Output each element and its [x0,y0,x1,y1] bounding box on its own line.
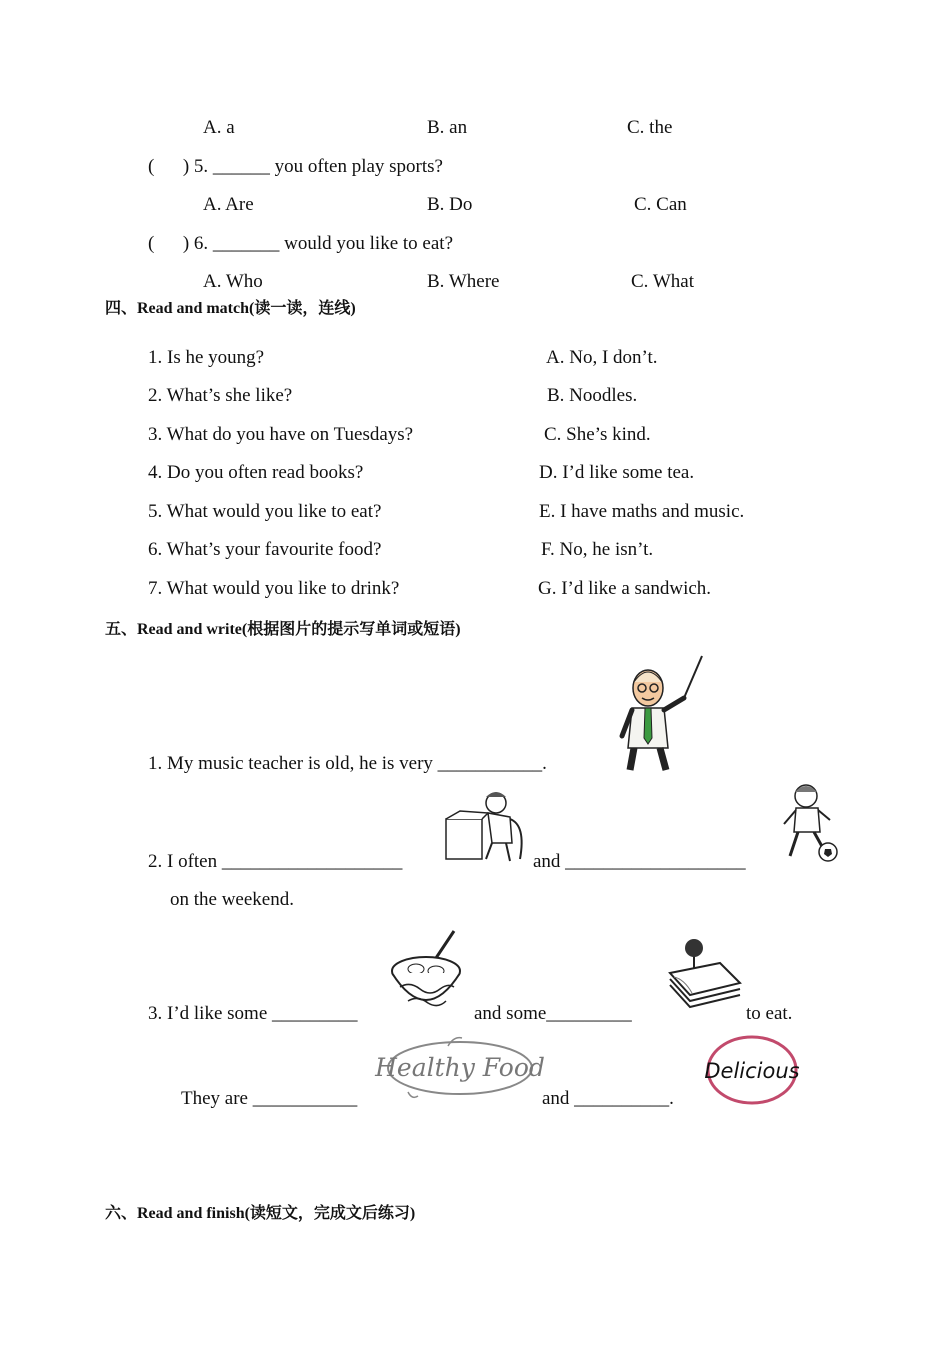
write-line-3a: 3. I’d like some _________ [148,1003,358,1024]
q5-option-b: B. Do [427,194,473,215]
q6-option-b: B. Where [427,271,500,292]
write-line-2a: 2. I often ___________________ [148,851,403,872]
match-right-g: G. I’d like a sandwich. [538,578,712,599]
write-line-1: 1. My music teacher is old, he is very ___________. [148,753,547,774]
section4-heading: 四、Read and match(读一读，连线) [105,300,356,317]
match-left-2: 2. What’s she like? [148,385,293,406]
write-line-3b: and some_________ [474,1003,632,1024]
write-line-2b: and ___________________ [533,851,746,872]
match-left-5: 5. What would you like to eat? [148,501,382,522]
sandwich-icon [664,933,746,1013]
svg-text:Healthy Food: Healthy Food [375,1053,545,1082]
healthy-food-logo [375,1030,545,1104]
match-right-a: A. No, I don’t. [546,347,658,368]
match-right-d: D. I’d like some tea. [539,462,695,483]
football-child-icon [780,780,842,866]
write-line-2c: on the weekend. [170,889,294,910]
match-right-f: F. No, he isn’t. [541,539,654,560]
write-line-4a: They are ___________ [181,1088,358,1109]
noodle-bowl-icon [386,927,470,1019]
teacher-icon [618,652,708,774]
reading-child-icon [440,783,528,865]
match-left-7: 7. What would you like to drink? [148,578,400,599]
q4-option-c: C. the [627,117,673,138]
q6-question: ( ) 6. _______ would you like to eat? [148,233,454,254]
svg-text:Delicious: Delicious [704,1059,800,1083]
match-right-b: B. Noodles. [547,385,638,406]
section6-heading: 六、Read and finish(读短文，完成文后练习) [105,1205,416,1222]
q4-option-a: A. a [203,117,235,138]
section5-heading: 五、Read and write(根据图片的提示写单词或短语) [105,621,461,638]
q5-option-c: C. Can [634,194,687,215]
match-left-6: 6. What’s your favourite food? [148,539,382,560]
match-left-4: 4. Do you often read books? [148,462,364,483]
write-line-3c: to eat. [746,1003,793,1024]
match-left-3: 3. What do you have on Tuesdays? [148,424,414,445]
write-line-4b: and __________. [542,1088,674,1109]
match-right-e: E. I have maths and music. [539,501,745,522]
delicious-logo [704,1034,800,1106]
match-left-1: 1. Is he young? [148,347,265,368]
q5-option-a: A. Are [203,194,254,215]
match-right-c: C. She’s kind. [544,424,651,445]
q4-option-b: B. an [427,117,468,138]
q6-option-a: A. Who [203,271,263,292]
q6-option-c: C. What [631,271,694,292]
q5-question: ( ) 5. ______ you often play sports? [148,156,443,177]
